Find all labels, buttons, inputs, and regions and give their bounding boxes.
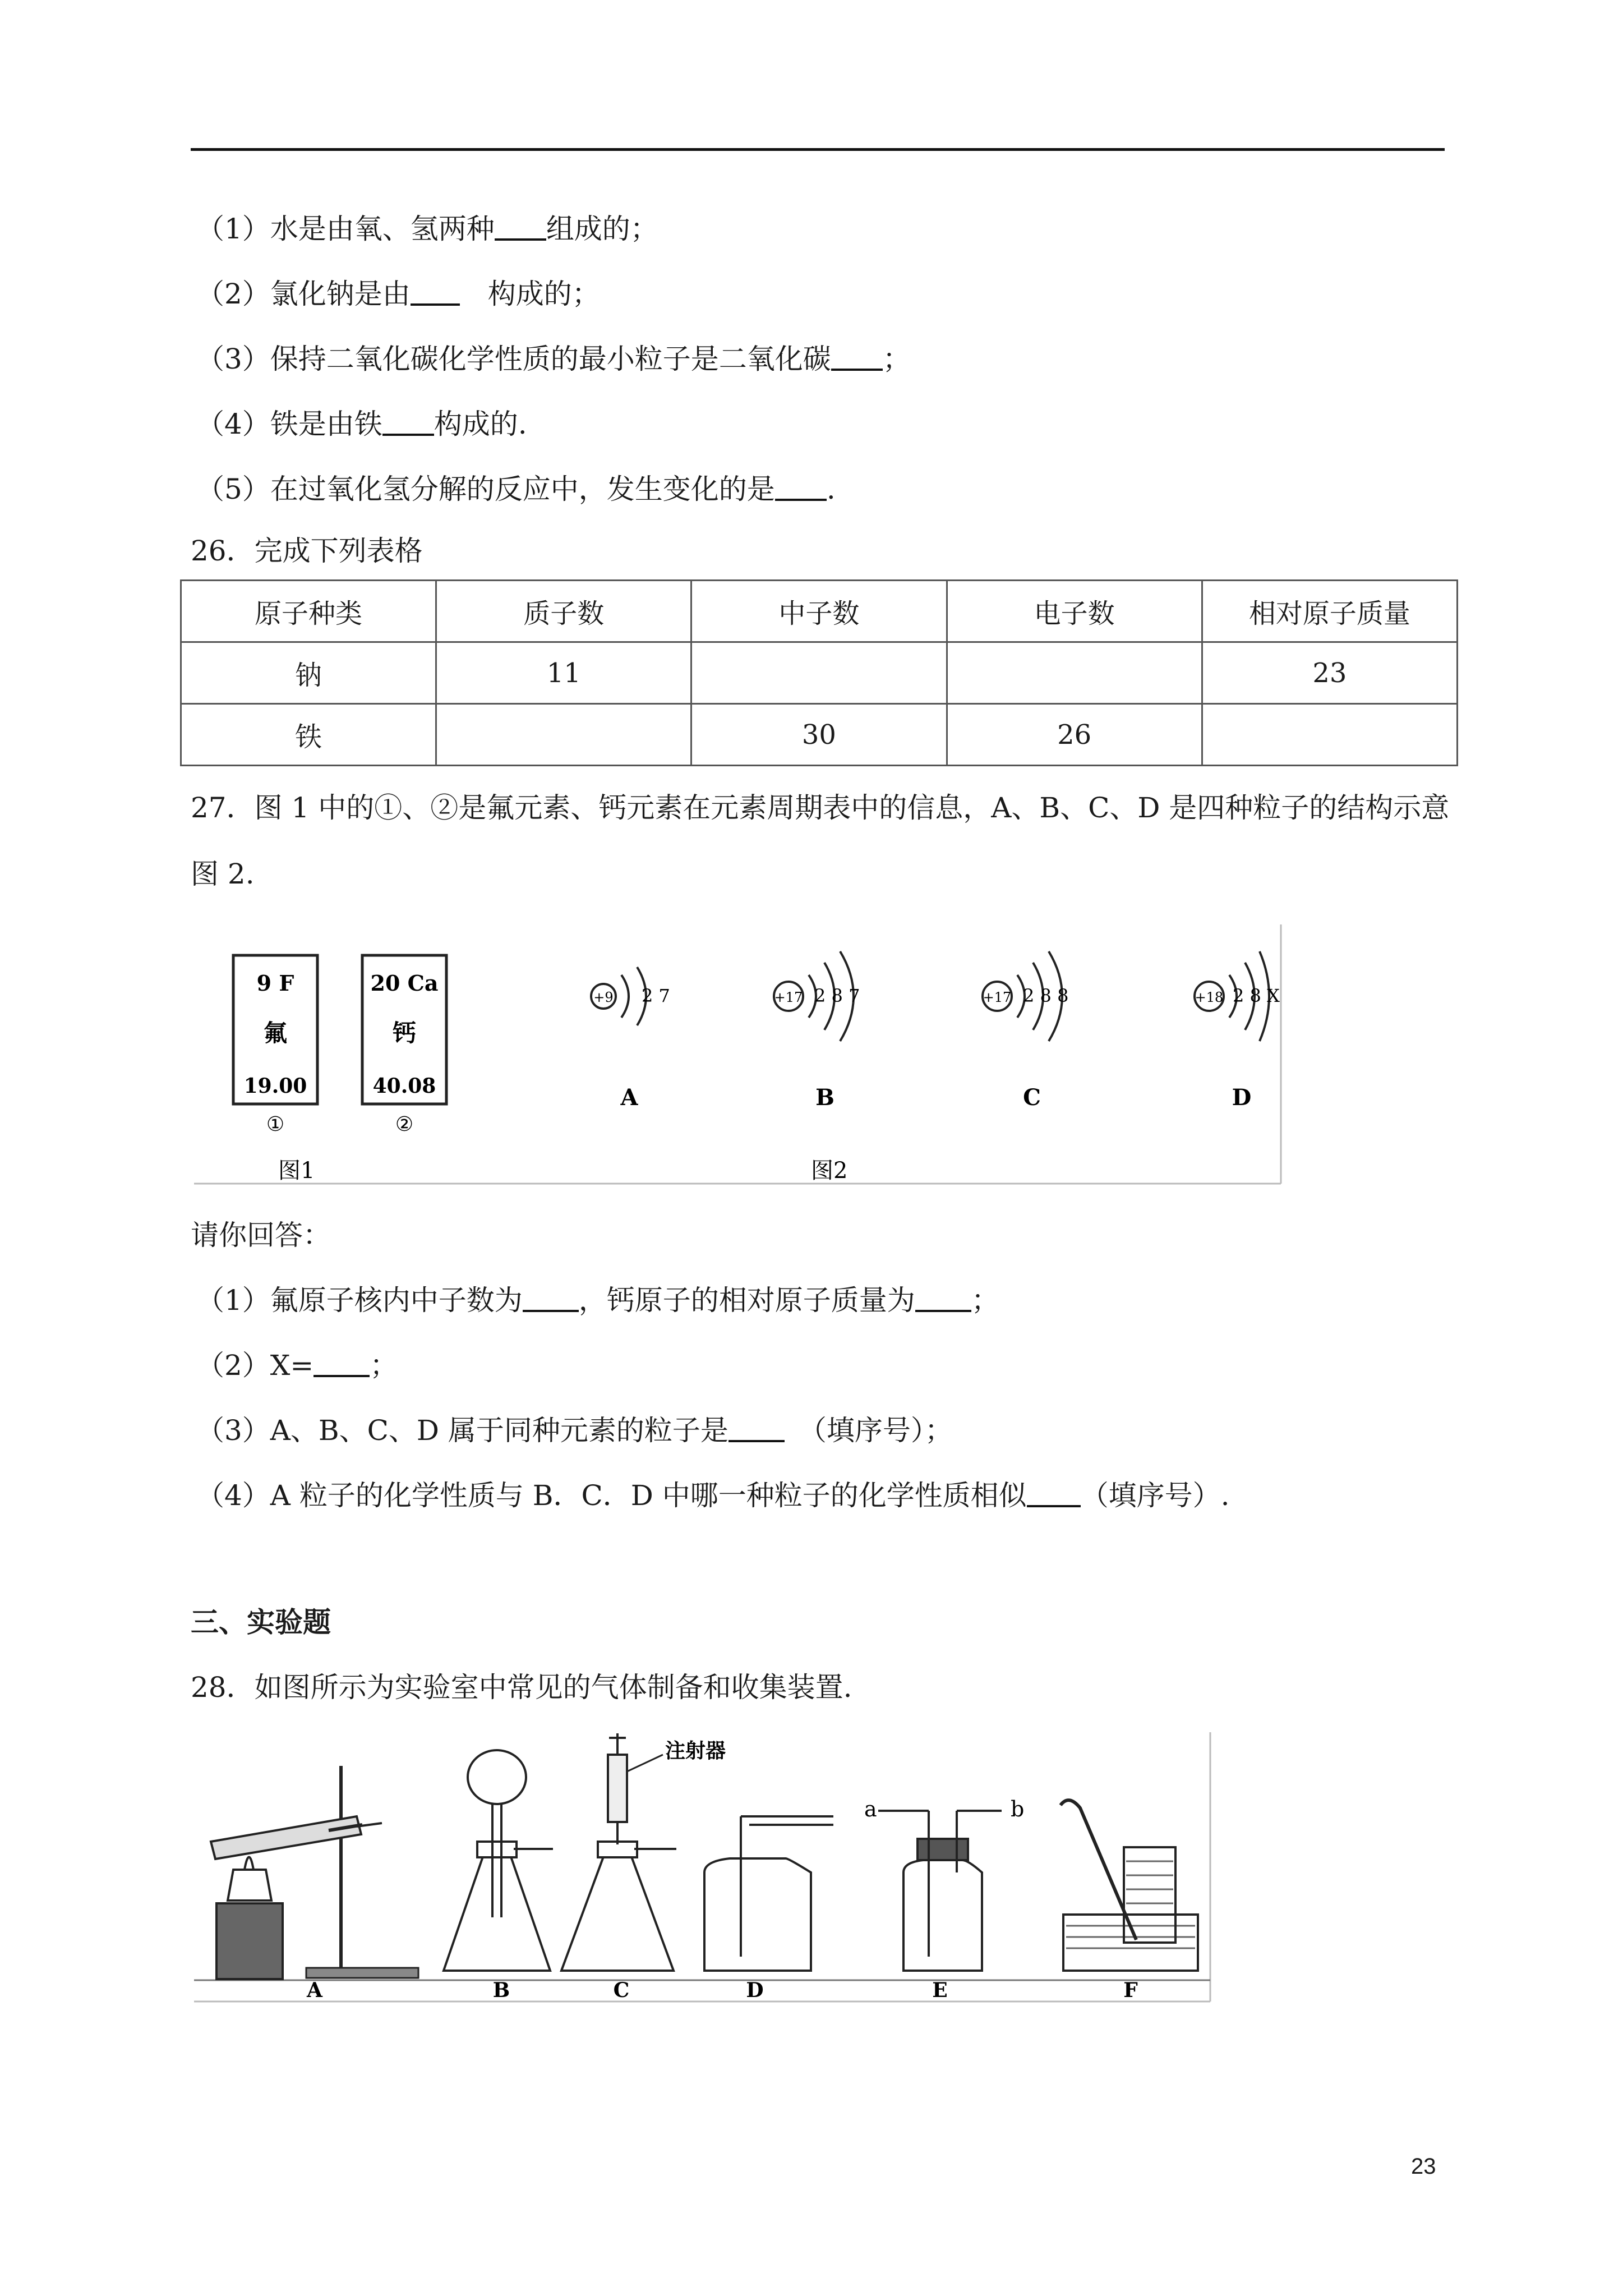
particle-diagram-c [983, 951, 1068, 1111]
answer-blank[interactable] [728, 1415, 785, 1442]
table-cell-answer[interactable] [436, 704, 691, 766]
apparatus-c [561, 1733, 726, 2002]
header-cell: 中子数 [691, 581, 947, 642]
table-cell: 11 [436, 642, 691, 704]
answer-blank[interactable] [495, 214, 546, 241]
apparatus-svg [194, 1732, 1215, 2006]
section-title: 三、实验题 [191, 1606, 331, 1639]
q25-part-3-tail: ； [882, 343, 911, 375]
header-cell: 原子种类 [181, 581, 436, 642]
apparatus-label: F [1123, 1978, 1138, 2002]
q25-part-2 [196, 277, 600, 311]
q25-part-4-tail: 构成的. [434, 408, 527, 440]
q27-part-1-text: （1）氟原子核内中子数为 [196, 1284, 523, 1317]
element-card-fluorine [233, 955, 317, 1136]
port-label-b: b [1011, 1797, 1025, 1821]
nucleus-charge: +17 [983, 990, 1012, 1005]
q27-stem-line2: 图 2. [191, 858, 255, 890]
apparatus-label: C [613, 1978, 630, 2002]
element-mass: 19.00 [243, 1074, 307, 1098]
table-cell: 26 [947, 704, 1202, 766]
apparatus-d [704, 1816, 833, 2002]
q28-stem: 28．如图所示为实验室中常见的气体制备和收集装置. [191, 1671, 852, 1704]
q25-part-5-text: （5）在过氧化氢分解的反应中，发生变化的是 [196, 473, 775, 505]
q26-title: 26．完成下列表格 [191, 535, 423, 567]
q27-part-1-middle: ，钙原子的相对原子质量为 [578, 1284, 915, 1317]
apparatus-e [864, 1797, 1024, 2002]
element-name: 氟 [263, 1019, 288, 1047]
element-number-symbol: 20 Ca [370, 970, 439, 996]
apparatus-label: B [492, 1978, 510, 2002]
q25-part-5-tail: . [826, 473, 836, 505]
q25-part-1-tail: 组成的； [546, 213, 658, 245]
q27-prompt: 请你回答： [191, 1219, 331, 1251]
answer-blank[interactable] [411, 279, 460, 306]
page-number: 23 [1411, 2154, 1436, 2179]
table-cell: 30 [691, 704, 947, 766]
q25-part-2-text: （2）氯化钠是由 [196, 278, 411, 310]
port-label-a: a [864, 1797, 877, 1821]
table-cell: 23 [1202, 642, 1457, 704]
table-cell: 铁 [181, 704, 436, 766]
apparatus-f [1061, 1800, 1198, 2002]
element-mark: ① [266, 1113, 285, 1136]
answer-blank[interactable] [915, 1285, 971, 1312]
syringe-label: 注射器 [665, 1739, 726, 1763]
q25-part-2-tail: 构成的； [459, 278, 600, 310]
apparatus-label: D [746, 1978, 764, 2002]
periodic-and-structure-figure [194, 924, 1288, 1185]
q27-part-4-tail: （填序号）. [1080, 1479, 1230, 1512]
answer-blank[interactable] [382, 409, 434, 436]
q25-part-3 [196, 342, 911, 376]
q27-part-4-text: （4）A 粒子的化学性质与 B．C．D 中哪一种粒子的化学性质相似 [196, 1479, 1027, 1512]
table-cell-answer[interactable] [691, 642, 947, 704]
q27-stem-line1: 27．图 1 中的①、②是氟元素、钙元素在元素周期表中的信息，A、B、C、D 是四种粒子的结构示意 [191, 792, 1450, 824]
table-cell-answer[interactable] [1202, 704, 1457, 766]
table-row [181, 704, 1458, 766]
figure-caption-2: 图2 [811, 1158, 848, 1184]
table-cell-answer[interactable] [947, 642, 1202, 704]
q27-part-3 [196, 1414, 953, 1447]
header-rule [191, 148, 1445, 151]
q27-part-4 [196, 1479, 1230, 1512]
q25-part-5 [196, 472, 836, 506]
header-cell: 质子数 [436, 581, 691, 642]
particle-label: C [1023, 1084, 1041, 1111]
apparatus-b [444, 1750, 553, 2002]
q27-part-1 [196, 1283, 999, 1317]
table-row [181, 642, 1458, 704]
answer-blank[interactable] [1027, 1480, 1081, 1507]
lab-apparatus-figure [194, 1732, 1215, 2006]
q25-part-4 [196, 407, 527, 441]
particle-diagram-b [774, 951, 860, 1111]
table-cell: 钠 [181, 642, 436, 704]
q27-part-3-text: （3）A、B、C、D 属于同种元素的粒子是 [196, 1414, 728, 1447]
table-header-row [181, 581, 1458, 642]
q25-part-4-text: （4）铁是由铁 [196, 408, 382, 440]
q25-part-1-text: （1）水是由氧、氢两种 [196, 213, 495, 245]
element-number-symbol: 9 F [256, 970, 294, 996]
q27-part-2-text: （2）X= [196, 1349, 314, 1382]
answer-blank[interactable] [775, 474, 827, 501]
q25-part-1 [196, 212, 658, 246]
answer-blank[interactable] [313, 1350, 370, 1377]
particle-label: A [620, 1084, 638, 1111]
shell-electrons: 2 8 X [1233, 985, 1280, 1006]
particle-label: B [815, 1084, 834, 1111]
answer-blank[interactable] [523, 1285, 579, 1312]
nucleus-charge: +17 [774, 990, 803, 1005]
q27-part-3-tail: （填序号）； [784, 1414, 953, 1447]
q27-part-1-tail: ； [971, 1284, 999, 1317]
apparatus-label: A [307, 1978, 322, 2002]
answer-blank[interactable] [831, 344, 883, 371]
q25-part-3-text: （3）保持二氧化碳化学性质的最小粒子是二氧化碳 [196, 343, 831, 375]
apparatus-label: E [932, 1978, 948, 2002]
atom-table [180, 579, 1458, 766]
element-card-calcium [362, 955, 446, 1136]
particle-diagram-a [591, 967, 670, 1111]
shell-electrons: 2 8 7 [814, 985, 860, 1006]
particle-diagram-d [1195, 951, 1280, 1111]
apparatus-a [211, 1766, 418, 2002]
q27-part-2-tail: ； [370, 1349, 398, 1382]
nucleus-charge: +18 [1195, 990, 1224, 1005]
element-name: 钙 [392, 1019, 417, 1047]
shell-electrons: 2 8 8 [1023, 985, 1069, 1006]
shell-electrons: 2 7 [642, 985, 670, 1006]
header-cell: 电子数 [947, 581, 1202, 642]
header-cell: 相对原子质量 [1202, 581, 1457, 642]
element-mark: ② [395, 1113, 414, 1136]
element-mass: 40.08 [372, 1074, 436, 1098]
nucleus-charge: +9 [593, 990, 614, 1005]
q27-part-2 [196, 1349, 398, 1382]
particle-label: D [1232, 1084, 1252, 1111]
figure-svg [194, 924, 1288, 1185]
figure-caption-1: 图1 [278, 1158, 315, 1184]
